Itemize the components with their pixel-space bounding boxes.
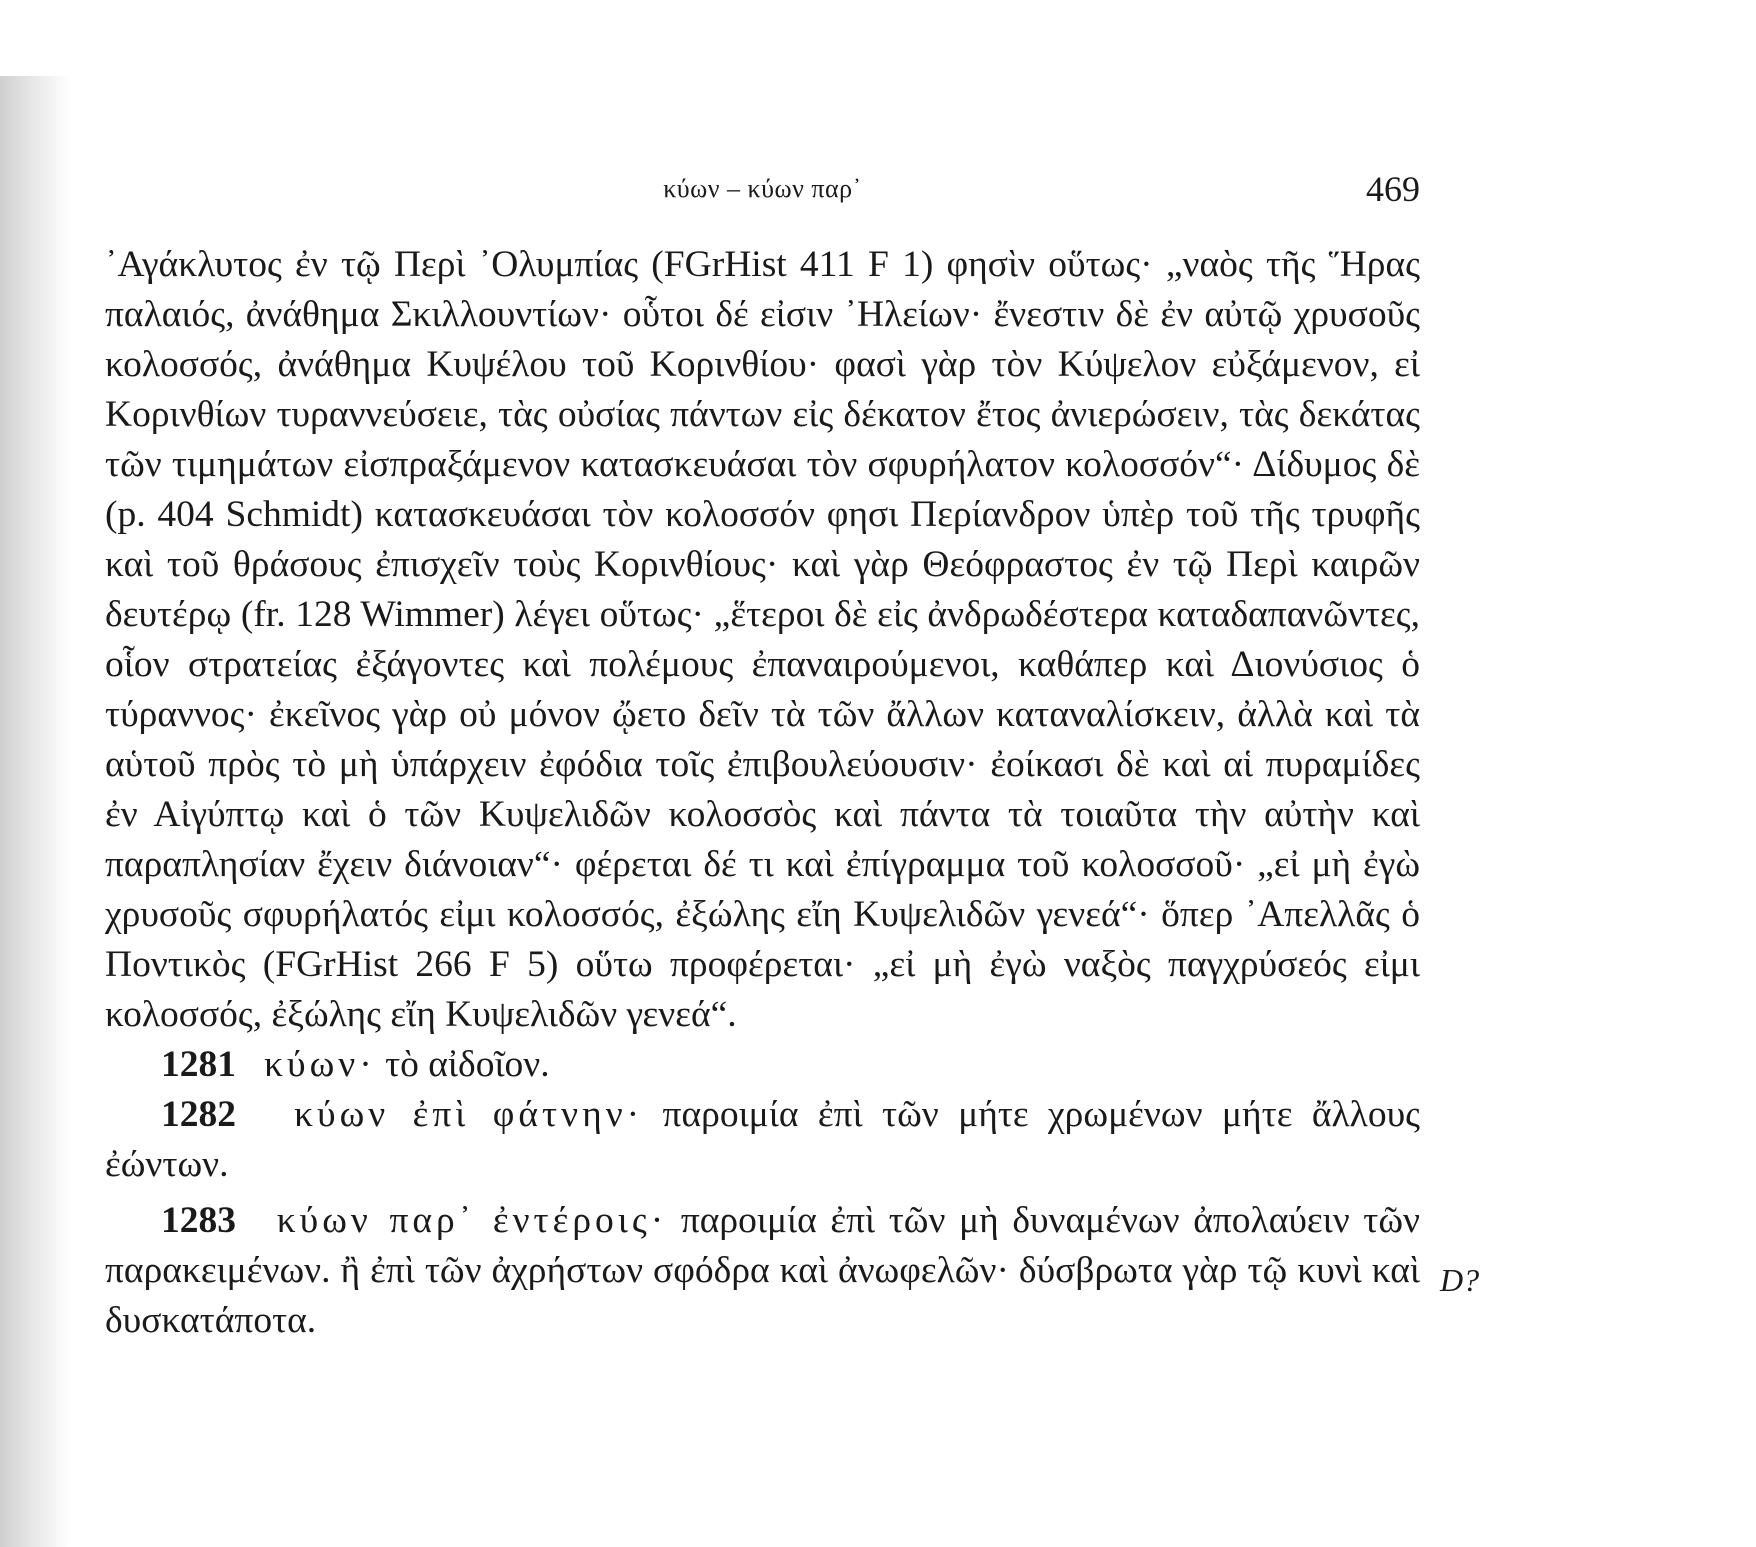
entry-number: 1281: [161, 1044, 236, 1085]
entry-text: τὸ αἰδοῖον.: [375, 1044, 550, 1085]
entry-1283: [105, 1196, 1420, 1346]
entry-lemma: κύων ἐπὶ φάτνην·: [294, 1094, 644, 1135]
margin-note: D?: [1440, 1262, 1480, 1298]
entry-1281: [105, 1040, 1420, 1090]
entry-text: παροιμία ἐπὶ τῶν μὴ δυναμένων ἀπολαύειν τῶν παρακειμένων. ἢ ἐπὶ τῶν ἀχρήστων σφόδρα καὶ ἀνωφελῶν· δύσβρωτα γὰρ τῷ κυνὶ καὶ δυσκατάποτα.: [105, 1200, 1421, 1341]
continuation-paragraph: ᾽Αγάκλυτος ἐν τῷ Περὶ ᾽Ολυμπίας (FGrHist 411 F 1) φησὶν οὕτως· „ναὸς τῆς Ἥρας παλαιός, ἀνάθημα Σκιλλουντίων· οὗτοι δέ εἰσιν ᾽Ηλείων· ἔνεστιν δὲ ἐν αὐτῷ χρυσοῦς κολοσσός, ἀνάθημα Κυψέλου τοῦ Κορινθίου· φασὶ γὰρ τὸν Κύψελον εὐξάμενον, εἰ Κορινθίων τυραννεύσειε, τὰς οὐσίας πάντων εἰς δέκατον ἔτος ἀνιερώσειν, τὰς δεκάτας τῶν τιμημάτων εἰσπραξάμενον κατασκευάσαι τὸν σφυρήλατον κολοσσόν“· Δίδυμος δὲ (p. 404 Schmidt) κατασκευάσαι τὸν κολοσσόν φησι Περίανδρον ὑπὲρ τοῦ τῆς τρυφῆς καὶ τοῦ θράσους ἐπισχεῖν τοὺς Κορινθίους· καὶ γὰρ Θεόφραστος ἐν τῷ Περὶ καιρῶν δευτέρῳ (fr. 128 Wimmer) λέγει οὕτως· „ἕτεροι δὲ εἰς ἀνδρωδέστερα καταδαπανῶντες, οἷον στρατείας ἐξάγοντες καὶ πολέμους ἐπαναιρούμενοι, καθάπερ καὶ Διονύσιος ὁ τύραννος· ἐκεῖνος γὰρ οὐ μόνον ᾤετο δεῖν τὰ τῶν ἄλλων καταναλίσκειν, ἀλλὰ καὶ τὰ αὑτοῦ πρὸς τὸ μὴ ὑπάρχειν ἐφόδια τοῖς ἐπιβουλεύουσιν· ἐοίκασι δὲ καὶ αἱ πυραμίδες ἐν Αἰγύπτῳ καὶ ὁ τῶν Κυψελιδῶν κολοσσὸς καὶ πάντα τὰ τοιαῦτα τὴν αὐτὴν καὶ παραπλησίαν ἔχειν διάνοιαν“· φέρεται δέ τι καὶ ἐπίγραμμα τοῦ κολοσσοῦ· „εἰ μὴ ἐγὼ χρυσοῦς σφυρήλατός εἰμι κολοσσός, ἐξώλης εἴη Κυψελιδῶν γενεά“· ὅπερ ᾽Απελλᾶς ὁ Ποντικὸς (FGrHist 266 F 5) οὕτω προφέρεται· „εἰ μὴ ἐγὼ ναξὸς παγχρύσεός εἰμι κολοσσός, ἐξώλης εἴη Κυψελιδῶν γενεά“.: [105, 244, 1420, 1035]
running-head: [105, 168, 1420, 218]
entry-text: παροιμία ἐπὶ τῶν μήτε χρωμένων μήτε ἄλλους ἐώντων.: [105, 1094, 1420, 1185]
entry-number: 1282: [161, 1094, 236, 1135]
running-head-title: κύων – κύων παρ᾽: [663, 174, 862, 203]
entry-1282: [105, 1090, 1420, 1190]
entry-lemma: κύων·: [264, 1044, 376, 1085]
scan-edge-shadow: [0, 76, 70, 1547]
entry-number: 1283: [161, 1200, 236, 1241]
entry-1280-continuation: [105, 240, 1420, 1040]
page-number: 469: [1366, 169, 1420, 209]
body-text: [105, 240, 1420, 1346]
entry-lemma: κύων παρ᾽ ἐντέροις·: [276, 1200, 668, 1241]
